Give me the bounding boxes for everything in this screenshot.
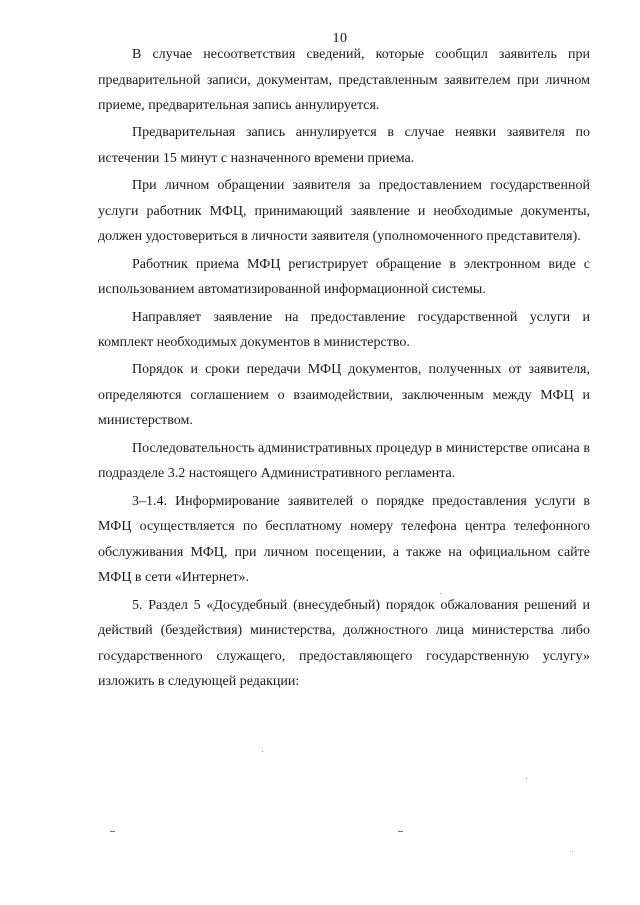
page-number: 10 [332,31,348,46]
paragraph-preregistration-cancel-no-show: Предварительная запись аннулируется в случае неявки заявителя по истечении 15 минут с назначенного времени приема. [98,125,590,166]
scan-speck [526,778,527,779]
scan-speck [440,593,441,594]
scan-mark-center [398,831,403,832]
paragraph-procedure-sequence: Последовательность административных процедур в министерстве описана в подразделе 3.2 настоящего Административного регламента. [98,440,590,482]
paragraph-section-5-amendment: 5. Раздел 5 «Досудебный (внесудебный) порядок обжалования решений и действий (бездействия) министерства, должностного лица министерства либо государственного служащего, предоставляющего государственную услугу» изложить в следующей редакции: [98,597,590,690]
document-body [98,42,590,697]
scan-speck [572,851,573,852]
paragraph-electronic-registration: Работник приема МФЦ регистрирует обращение в электронном виде с использованием автоматизированной информационной системы. [98,256,590,298]
paragraph-preregistration-cancel-mismatch: В случае несоответствия сведений, которые сообщил заявитель при предварительной записи, документам, представленным заявителем при личном приеме, предварительная запись аннулируется. [98,47,590,113]
paragraph-send-to-ministry: Направляет заявление на предоставление государственной услуги и комплект необходимых документов в министерство. [98,309,590,351]
scan-mark-left [110,831,115,832]
scan-speck [262,751,263,752]
paragraph-transfer-terms: Порядок и сроки передачи МФЦ документов, полученных от заявителя, определяются соглашением о взаимодействии, заключенным между МФЦ и министерством. [98,362,590,429]
paragraph-identity-verification: При личном обращении заявителя за предоставлением государственной услуги работник МФЦ, принимающий заявление и необходимые документы, должен удостовериться в личности заявителя (уполномоченного представителя). [98,178,590,245]
paragraph-informing-applicants: 3–1.4. Информирование заявителей о порядке предоставления услуги в МФЦ осуществляется по бесплатному номеру телефона центра телефонного обслуживания МФЦ, при личном посещении, а также на официальном сайте МФЦ в сети «Интернет». [98,493,590,586]
